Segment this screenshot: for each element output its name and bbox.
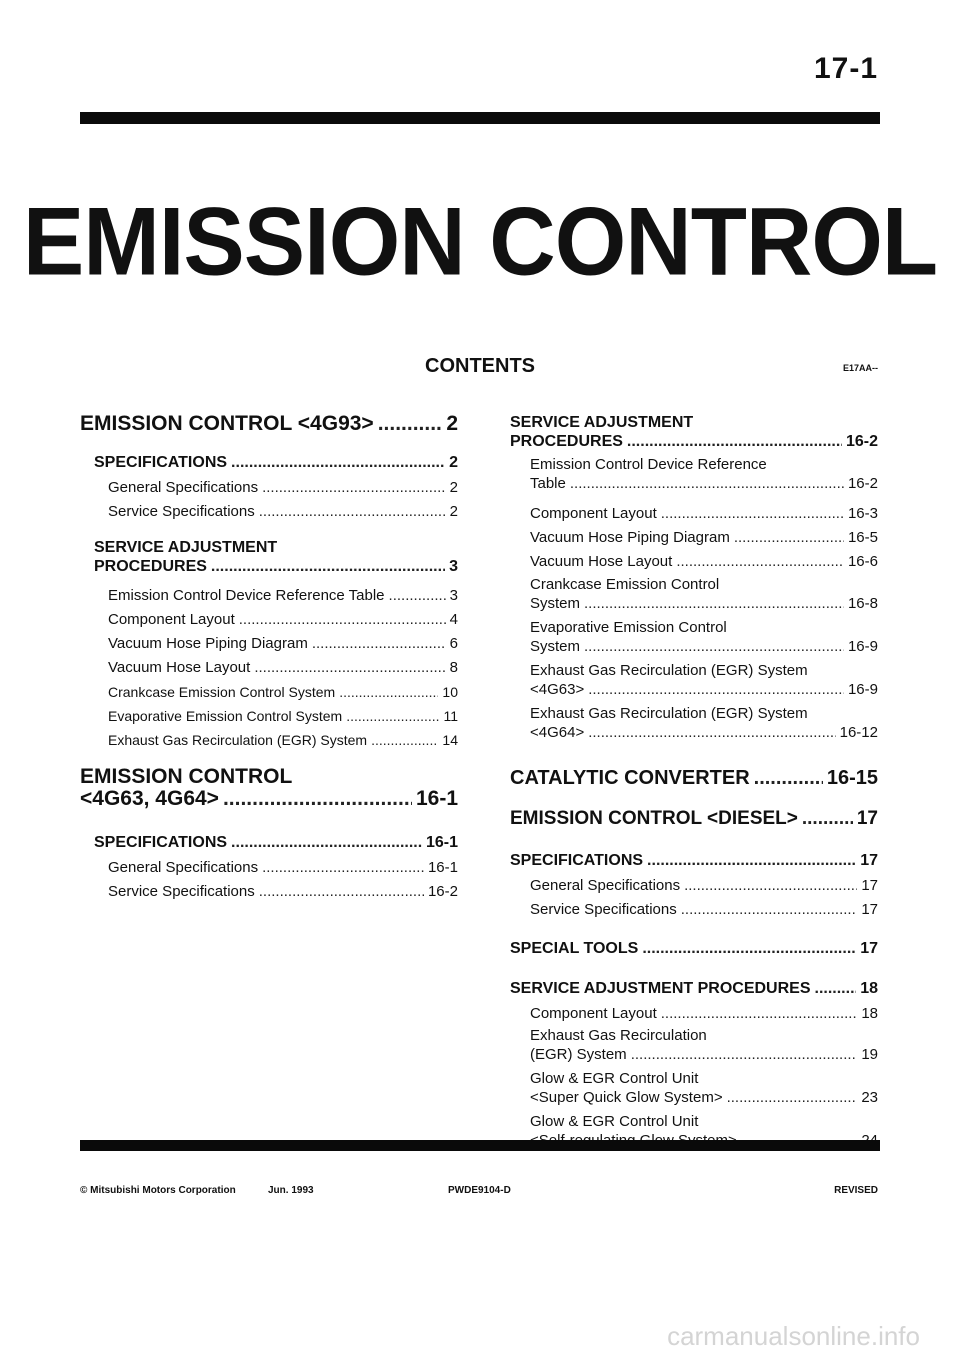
toc-entry-component-layout-2[interactable]: Component Layout ..... 16-3 bbox=[530, 498, 878, 522]
toc-entry-emission-diesel[interactable]: EMISSION CONTROL <DIESEL> ..... 17 bbox=[510, 802, 878, 830]
toc-entry-catalytic-converter[interactable]: CATALYTIC CONVERTER ..... 16-15 bbox=[510, 762, 878, 790]
toc-entry-specifications-2[interactable]: SPECIFICATIONS ..... 16-1 bbox=[94, 828, 458, 852]
toc-entry-vacuum-hose-piping-2[interactable]: Vacuum Hose Piping Diagram ..... 16-5 bbox=[530, 522, 878, 546]
toc-entry-service-specifications-2[interactable]: Service Specifications ..... 16-2 bbox=[108, 876, 458, 900]
doc-code: E17AA-- bbox=[842, 363, 878, 373]
toc-entry-service-specifications[interactable]: Service Specifications ..... 2 bbox=[108, 496, 458, 520]
toc-entry-glow-self-regulating[interactable]: Glow & EGR Control Unit ..... bbox=[530, 1112, 878, 1150]
toc-left-column bbox=[80, 410, 458, 900]
toc-entry-general-specifications[interactable]: General Specifications ..... 2 bbox=[108, 472, 458, 496]
toc-entry-service-adjustment[interactable]: SERVICE ADJUSTMENT PROCEDURES ..... 3 bbox=[94, 538, 458, 576]
toc-entry-emission-4g63-4g64[interactable]: EMISSION CONTROL <4G63, 4G64> ..... 16-1 bbox=[80, 766, 458, 810]
bottom-rule bbox=[80, 1140, 880, 1151]
footer-copyright: © Mitsubishi Motors Corporation bbox=[80, 1185, 236, 1196]
toc-entry-service-adjustment-diesel[interactable]: SERVICE ADJUSTMENT PROCEDURES ..... 18 bbox=[510, 974, 878, 998]
toc-entry-specifications[interactable]: SPECIFICATIONS ..... 2 bbox=[94, 450, 458, 472]
toc-entry-egr[interactable]: Exhaust Gas Recirculation (EGR) System ..... 14 bbox=[108, 724, 458, 748]
toc-entry-glow-super-quick[interactable]: Glow & EGR Control Unit <Super Quick Glow System> ..... 23 bbox=[530, 1069, 878, 1107]
footer-code: PWDE9104-D bbox=[448, 1185, 511, 1196]
page-title: EMISSION CONTROL bbox=[22, 188, 938, 296]
toc-entry-general-specifications-2[interactable]: General Specifications ..... 16-1 bbox=[108, 852, 458, 876]
toc-entry-vacuum-hose-piping[interactable]: Vacuum Hose Piping Diagram ..... 6 bbox=[108, 628, 458, 652]
toc-entry-service-specifications-diesel[interactable]: Service Specifications ..... 17 bbox=[530, 894, 878, 918]
toc-entry-egr-diesel[interactable]: Exhaust Gas Recirculation (EGR) System ..... 19 bbox=[530, 1026, 878, 1064]
toc-entry-general-specifications-diesel[interactable]: General Specifications ..... 17 bbox=[530, 870, 878, 894]
toc-entry-evaporative-2[interactable]: Evaporative Emission Control System ..... 16-9 bbox=[530, 618, 878, 656]
toc-entry-crankcase[interactable]: Crankcase Emission Control System ..... 10 bbox=[108, 676, 458, 700]
footer-status: REVISED bbox=[834, 1185, 878, 1196]
toc-entry-evaporative[interactable]: Evaporative Emission Control System ..... 11 bbox=[108, 700, 458, 724]
toc-entry-device-reference-table-2[interactable]: Emission Control Device Reference Table ..... 16-2 bbox=[530, 455, 878, 493]
toc-entry-device-reference-table[interactable]: Emission Control Device Reference Table ..... 3 bbox=[108, 580, 458, 604]
top-rule bbox=[80, 112, 880, 124]
toc-entry-egr-4g64[interactable]: Exhaust Gas Recirculation (EGR) System <4G64> ..... 16-12 bbox=[530, 704, 878, 742]
page-number: 17-1 bbox=[813, 52, 878, 85]
toc-entry-specifications-diesel[interactable]: SPECIFICATIONS ..... 17 bbox=[510, 846, 878, 870]
toc-entry-emission-4g93[interactable]: EMISSION CONTROL <4G93> ..... 2 bbox=[80, 410, 458, 436]
contents-heading: CONTENTS bbox=[425, 355, 535, 377]
toc-entry-service-adjustment-4g63[interactable]: SERVICE ADJUSTMENT PROCEDURES ..... 16-2 bbox=[510, 413, 878, 451]
toc-entry-special-tools[interactable]: SPECIAL TOOLS ..... 17 bbox=[510, 934, 878, 958]
toc-right-column bbox=[510, 413, 878, 1150]
toc-entry-vacuum-hose-layout[interactable]: Vacuum Hose Layout ..... 8 bbox=[108, 652, 458, 676]
toc-entry-egr-4g63[interactable]: Exhaust Gas Recirculation (EGR) System <4G63> ..... 16-9 bbox=[530, 661, 878, 699]
toc-entry-component-layout-diesel[interactable]: Component Layout ..... 18 bbox=[530, 998, 878, 1022]
toc-entry-crankcase-2[interactable]: Crankcase Emission Control System ..... 16-8 bbox=[530, 575, 878, 613]
footer-date: Jun. 1993 bbox=[268, 1185, 314, 1196]
toc-entry-vacuum-hose-layout-2[interactable]: Vacuum Hose Layout ..... 16-6 bbox=[530, 546, 878, 570]
toc-entry-component-layout[interactable]: Component Layout ..... 4 bbox=[108, 604, 458, 628]
watermark: carmanualsonline.info bbox=[667, 1321, 920, 1351]
